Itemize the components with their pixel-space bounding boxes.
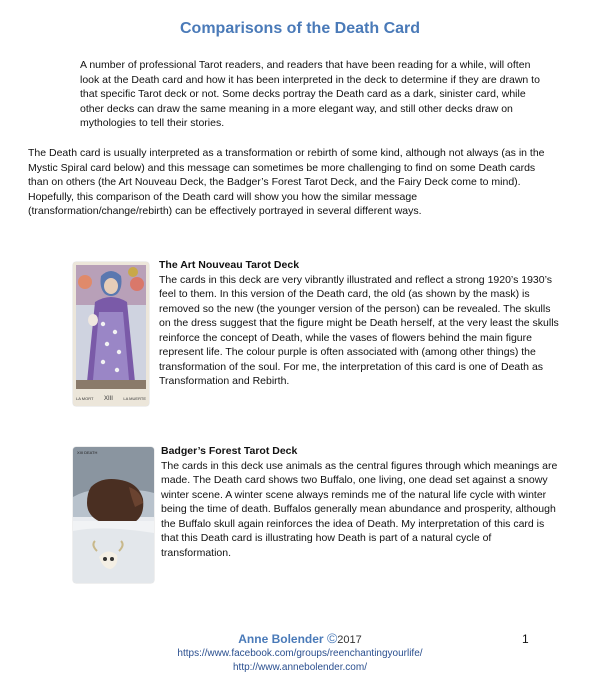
art-nouveau-death-card-image: [73, 262, 149, 406]
intro-paragraph-2: The Death card is usually interpreted as a transformation or rebirth of some kind, although not always (as in the Mystic Spiral card below) and this message can sometimes be more challenging to find on some Death cards than on others (the Art Nouveau Deck, the Badger’s Forest Tarot Deck, and the Fairy Deck come to mind). Hopefully, this comparison of the Death card will show you how the similar message (transformation/change/rebirth) can be effectively portrayed in several different ways.: [28, 147, 545, 217]
website-link[interactable]: http://www.annebolender.com/: [233, 662, 367, 673]
badgers-forest-death-card-image: [73, 447, 154, 583]
intro-paragraph-1: A number of professional Tarot readers, and readers that have been reading for a while, will often look at the Death card and how it has been interpreted in the deck to determine if they are drawn to that specific Tarot deck or not. Some decks portray the Death card as a dark, sinister card, while other decks can draw the same meaning in a more elegant way, and still other decks draw on mythologies to tell their stories.: [80, 59, 540, 129]
card-caption-right: LA MUERTE: [123, 396, 146, 401]
badgers-card-caption: XIII DEATH: [77, 450, 98, 455]
art-nouveau-heading: The Art Nouveau Tarot Deck: [159, 259, 300, 271]
page-number: 1: [522, 632, 529, 646]
art-nouveau-section: [159, 258, 559, 389]
copyright-symbol: ©: [326, 630, 338, 646]
art-nouveau-card-illustration: [73, 262, 149, 406]
page-title: Comparisons of the Death Card: [179, 20, 421, 37]
footer-author: Anne Bolender: [238, 632, 324, 646]
footer-year: 2017: [337, 634, 362, 646]
art-nouveau-text: The cards in this deck are very vibrantly illustrated and reflect a strong 1920’s 1930’s feel to them. In this version of the Death card, the old (as shown by the mask) is removed so the new (the younger version of the person) can be revealed. The skulls on the dress suggest that the figure might be Death herself, at the very least the skulls reinforce the concept of Death, while the vases of flowers behind the main figure represent life. The colour purple is often associated with (among other things) the transformation of the soul. For me, the interpretation of this card is one of Death as Transformation and Rebirth.: [159, 273, 559, 387]
card-caption-left: LA MORT: [76, 396, 94, 401]
card-numeral: XIII: [103, 395, 113, 402]
footer-author-line: [0, 630, 600, 646]
badgers-forest-heading: Badger’s Forest Tarot Deck: [161, 445, 298, 457]
badgers-forest-text: The cards in this deck use animals as the central figures through which meanings are made. The Death card shows two Buffalo, one living, one dead set against a snowy winter scene. A winter scene always reminds me of the natural life cycle with winter being the time of death. Buffalos generally mean abundance and prosperity, although the Buffalo skull again reinforces the idea of Death. My interpretation of this card is that this Death card is illustrating how Death is part of a natural cycle of transformation.: [161, 459, 558, 559]
badgers-forest-section: [161, 444, 561, 560]
badgers-forest-card-illustration: [73, 447, 154, 583]
facebook-link[interactable]: https://www.facebook.com/groups/reenchantingyourlife/: [177, 648, 423, 659]
